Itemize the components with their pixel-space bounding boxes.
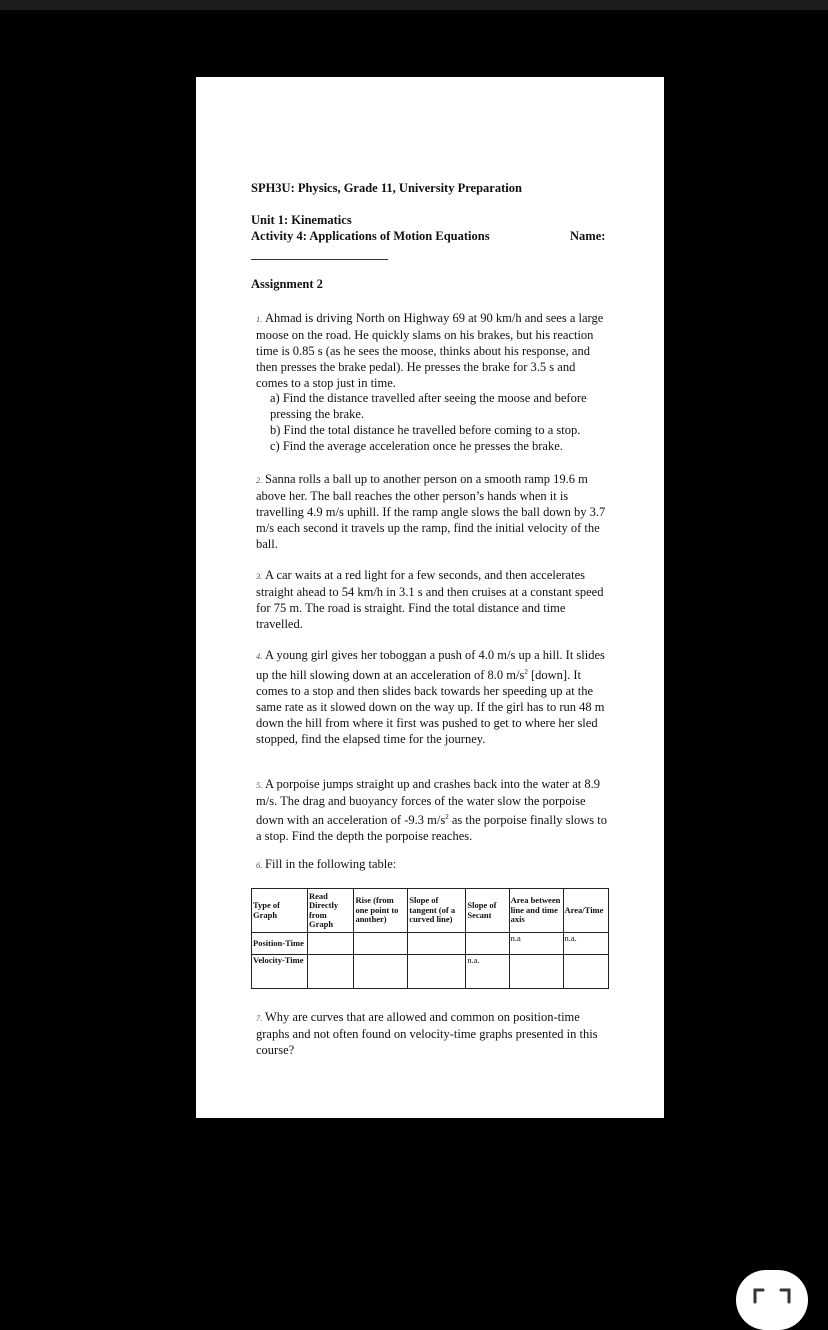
question-number: 6. — [256, 860, 263, 870]
table-cell: n.a — [509, 933, 563, 955]
question-part-a: a) Find the distance travelled after seeing the moose and before pressing the brake. — [270, 391, 587, 421]
table-header: Rise (from one point to another) — [354, 889, 408, 933]
table-cell — [408, 955, 466, 989]
question-text-b: as the porpoise finally slows to a stop. Find the depth the porpoise reaches. — [256, 813, 608, 844]
name-underline — [251, 259, 388, 260]
superscript: 2 — [445, 813, 449, 821]
document-page — [196, 77, 664, 1118]
activity-title: Activity 4: Applications of Motion Equations — [251, 229, 490, 243]
question-5 — [256, 776, 610, 844]
table-row — [252, 933, 609, 955]
question-part-c: c) Find the average acceleration once he presses the brake. — [270, 439, 563, 453]
table-header: Slope of tangent (of a curved line) — [408, 889, 466, 933]
question-1 — [256, 310, 610, 391]
table-header: Area/Time — [563, 889, 608, 933]
table-cell: Position-Time — [252, 933, 308, 955]
question-part-b: b) Find the total distance he travelled before coming to a stop. — [270, 423, 581, 437]
unit-title: Unit 1: Kinematics — [251, 213, 352, 227]
question-number: 1. — [256, 314, 263, 324]
top-status-bar — [0, 0, 828, 10]
question-3 — [256, 567, 610, 632]
question-number: 7. — [256, 1013, 263, 1023]
question-number: 5. — [256, 780, 263, 790]
table-cell — [354, 933, 408, 955]
question-6 — [256, 856, 610, 873]
question-2 — [256, 471, 610, 552]
table-cell — [563, 955, 608, 989]
fullscreen-button[interactable] — [736, 1270, 808, 1330]
question-text: Ahmad is driving North on Highway 69 at 90 km/h and sees a large moose on the road. He quickly slams on his brakes, but his reaction time is 0.85 s (as he sees the moose, thinks about his response, and then presses the brake pedal). He presses the brake for 3.5 s and comes to a stop just in time. — [256, 311, 604, 390]
table-header: Type of Graph — [252, 889, 308, 933]
question-number: 2. — [256, 475, 263, 485]
table-cell: Velocity-Time — [252, 955, 308, 989]
graph-analysis-table — [251, 888, 609, 989]
name-label: Name: — [570, 229, 606, 243]
superscript: 2 — [524, 668, 528, 676]
table-cell — [408, 933, 466, 955]
table-cell — [307, 933, 353, 955]
assignment-heading: Assignment 2 — [251, 277, 323, 291]
fullscreen-icon — [752, 1286, 792, 1306]
table-cell — [509, 955, 563, 989]
table-row — [252, 955, 609, 989]
question-number: 4. — [256, 651, 263, 661]
question-text-b: [down]. It comes to a stop and then slides back towards her speeding up at the same rate as it slowed down on the way up. If the girl has to run 48 m down the hill from where it first was pushed to get to where her sled stopped, find the elapsed time for the journey. — [256, 668, 605, 747]
question-text: Sanna rolls a ball up to another person on a smooth ramp 19.6 m above her. The ball reaches the other person’s hands when it is travelling 4.9 m/s uphill. If the ramp angle slows the ball down by 3.7 m/s each second it travels up the ramp, find the initial velocity of the ball. — [256, 472, 606, 551]
table-cell — [354, 955, 408, 989]
question-text: Fill in the following table: — [265, 857, 397, 871]
table-cell: n.a. — [466, 955, 509, 989]
table-cell — [466, 933, 509, 955]
table-header: Read Directly from Graph — [307, 889, 353, 933]
table-cell: n.a. — [563, 933, 608, 955]
question-text: Why are curves that are allowed and common on position-time graphs and not often found on velocity-time graphs presented in this course? — [256, 1010, 598, 1057]
table-header-row — [252, 889, 609, 933]
question-7 — [256, 1009, 610, 1058]
table-cell — [307, 955, 353, 989]
table-header: Slope of Secant — [466, 889, 509, 933]
question-1-parts — [256, 390, 610, 454]
table-header: Area between line and time axis — [509, 889, 563, 933]
question-4 — [256, 647, 610, 747]
question-text: A car waits at a red light for a few seconds, and then accelerates straight ahead to 54 km/h in 3.1 s and then cruises at a constant speed for 75 m. The road is straight. Find the total distance and time travelled. — [256, 568, 604, 631]
question-text-a: A porpoise jumps straight up and crashes back into the water at 8.9 m/s. The drag and buoyancy forces of the water slow the porpoise down with an acceleration of -9.3 m/s — [256, 777, 600, 828]
course-title: SPH3U: Physics, Grade 11, University Preparation — [251, 181, 522, 195]
question-text-a: A young girl gives her toboggan a push of 4.0 m/s up a hill. It slides up the hill slowing down at an acceleration of 8.0 m/s — [256, 648, 605, 683]
question-number: 3. — [256, 571, 263, 581]
